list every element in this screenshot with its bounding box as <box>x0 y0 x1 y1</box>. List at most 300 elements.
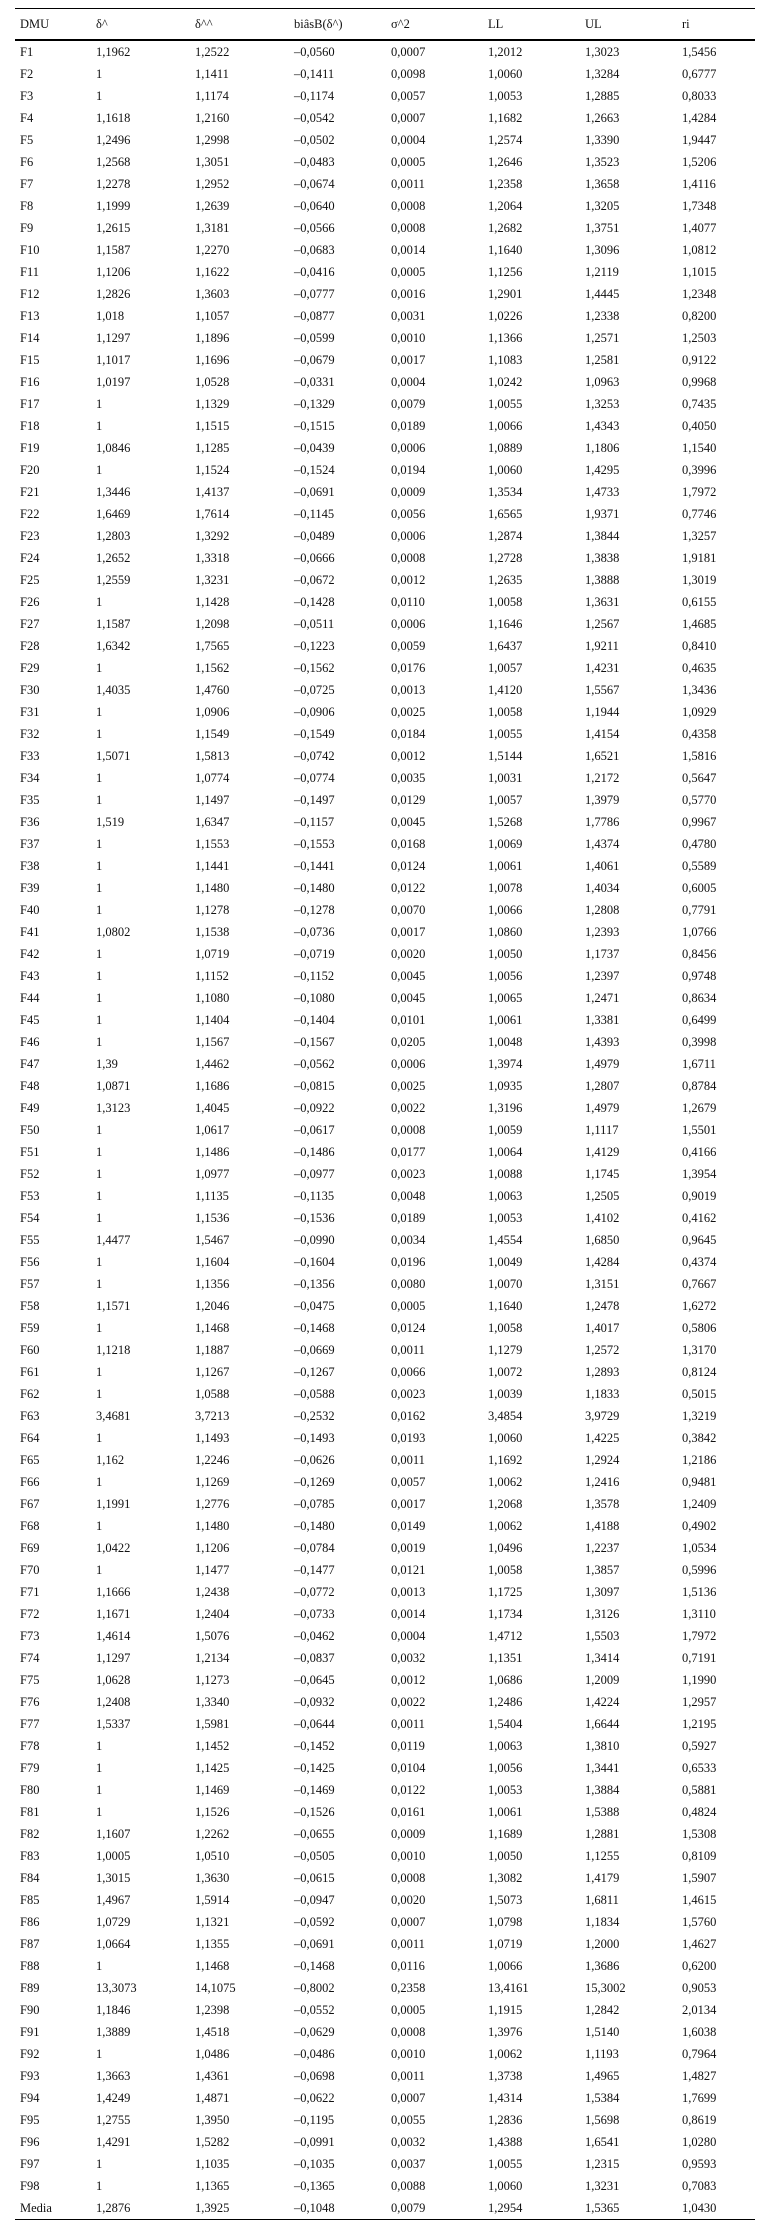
delta-double-hat-cell: 1,1549 <box>195 727 230 741</box>
delta-double-hat-cell: 1,1321 <box>195 1915 230 1929</box>
delta-double-hat-cell: 1,4760 <box>195 683 230 697</box>
variance-cell: 0,0162 <box>391 1409 426 1423</box>
ri-cell: 1,9447 <box>682 133 717 147</box>
ri-cell: 0,7083 <box>682 2179 717 2193</box>
bias-cell: –0,0977 <box>294 1167 335 1181</box>
ul-cell: 1,7786 <box>585 815 620 829</box>
delta-hat-cell: 1,4249 <box>96 2091 131 2105</box>
ri-cell: 0,5881 <box>682 1783 717 1797</box>
bias-cell: –0,1080 <box>294 991 335 1005</box>
variance-cell: 0,0189 <box>391 419 426 433</box>
variance-cell: 0,2358 <box>391 1981 426 1995</box>
variance-cell: 0,0023 <box>391 1167 426 1181</box>
delta-double-hat-cell: 1,2098 <box>195 617 230 631</box>
ri-cell: 1,7972 <box>682 1629 717 1643</box>
ul-cell: 1,3023 <box>585 45 620 59</box>
dmu-cell: F3 <box>20 89 34 103</box>
ri-cell: 0,5996 <box>682 1563 717 1577</box>
ri-cell: 1,5456 <box>682 45 717 59</box>
ul-cell: 3,9729 <box>585 1409 620 1423</box>
dmu-cell: F41 <box>20 925 40 939</box>
delta-hat-cell: 1 <box>96 1739 103 1753</box>
dmu-cell: F53 <box>20 1189 40 1203</box>
delta-double-hat-cell: 1,1273 <box>195 1673 230 1687</box>
ul-cell: 1,1193 <box>585 2047 619 2061</box>
ri-cell: 0,5647 <box>682 771 717 785</box>
ll-cell: 1,0058 <box>488 595 523 609</box>
table-row <box>15 635 755 657</box>
table-row <box>15 2021 755 2043</box>
ul-cell: 1,2172 <box>585 771 620 785</box>
ul-cell: 1,3441 <box>585 1761 620 1775</box>
delta-hat-cell: 1,3446 <box>96 485 131 499</box>
ul-cell: 1,3631 <box>585 595 620 609</box>
ri-cell: 1,2195 <box>682 1717 717 1731</box>
table-row <box>15 569 755 591</box>
dmu-cell: F23 <box>20 529 40 543</box>
dmu-cell: F14 <box>20 331 40 345</box>
ri-cell: 1,0430 <box>677 2197 755 2220</box>
ul-cell: 1,3126 <box>585 1607 620 1621</box>
delta-hat-cell: 1,0871 <box>96 1079 131 1093</box>
ul-cell: 1,2237 <box>585 1541 620 1555</box>
variance-cell: 0,0176 <box>391 661 426 675</box>
bias-cell: –0,0922 <box>294 1101 335 1115</box>
delta-hat-cell: 1 <box>96 1189 103 1203</box>
variance-cell: 0,0057 <box>391 1475 426 1489</box>
bias-cell: –0,0331 <box>294 375 335 389</box>
delta-hat-cell: 1,5071 <box>96 749 131 763</box>
table-row <box>15 723 755 745</box>
ul-cell: 1,1944 <box>585 705 620 719</box>
delta-double-hat-cell: 1,2160 <box>195 111 230 125</box>
ll-cell: 1,0686 <box>488 1673 523 1687</box>
delta-double-hat-cell: 1,3340 <box>195 1695 230 1709</box>
variance-cell: 0,0008 <box>391 221 426 235</box>
table-row <box>15 40 755 63</box>
dmu-cell: F85 <box>20 1893 40 1907</box>
delta-double-hat-cell: 1,1080 <box>195 991 230 1005</box>
delta-hat-cell: 1 <box>96 881 103 895</box>
ll-cell: 1,0063 <box>488 1739 523 1753</box>
table-row <box>15 1163 755 1185</box>
ul-cell: 1,5365 <box>580 2197 677 2220</box>
ri-cell: 0,4374 <box>682 1255 717 1269</box>
delta-double-hat-cell: 1,1469 <box>195 1783 230 1797</box>
variance-cell: 0,0008 <box>391 2025 426 2039</box>
table-row <box>15 1735 755 1757</box>
delta-hat-cell: 1,2568 <box>96 155 131 169</box>
table-row <box>15 745 755 767</box>
bias-cell: –0,0906 <box>294 705 335 719</box>
delta-hat-cell: 1,1671 <box>96 1607 131 1621</box>
bias-cell: –0,0683 <box>294 243 335 257</box>
delta-hat-cell: 1,1618 <box>96 111 131 125</box>
variance-cell: 0,0005 <box>391 155 426 169</box>
ri-cell: 1,5136 <box>682 1585 717 1599</box>
table-row <box>15 657 755 679</box>
delta-hat-cell: 1 <box>96 595 103 609</box>
dmu-cell: F20 <box>20 463 40 477</box>
ll-cell: 1,2646 <box>488 155 523 169</box>
bias-cell: –0,0655 <box>294 1827 335 1841</box>
bias-cell: –0,1469 <box>294 1783 335 1797</box>
table-row <box>15 2109 755 2131</box>
dmu-cell: F73 <box>20 1629 40 1643</box>
table-row <box>15 371 755 393</box>
ri-cell: 1,5501 <box>682 1123 717 1137</box>
table-row <box>15 63 755 85</box>
dmu-cell: F66 <box>20 1475 40 1489</box>
table-row <box>15 1031 755 1053</box>
dmu-cell: F15 <box>20 353 40 367</box>
variance-cell: 0,0006 <box>391 441 426 455</box>
delta-hat-cell: 1 <box>96 2047 103 2061</box>
table-row <box>15 107 755 129</box>
ul-cell: 1,1117 <box>585 1123 619 1137</box>
ll-cell: 1,2358 <box>488 177 523 191</box>
ul-cell: 1,3097 <box>585 1585 620 1599</box>
variance-cell: 0,0070 <box>391 903 426 917</box>
table-row <box>15 1185 755 1207</box>
ul-cell: 1,1737 <box>585 947 620 961</box>
dmu-cell: F69 <box>20 1541 40 1555</box>
variance-cell: 0,0010 <box>391 2047 426 2061</box>
dmu-cell: F5 <box>20 133 34 147</box>
ul-cell: 1,3151 <box>585 1277 620 1291</box>
variance-cell: 0,0080 <box>391 1277 426 1291</box>
ll-cell: 1,0935 <box>488 1079 523 1093</box>
ri-cell: 0,7667 <box>682 1277 717 1291</box>
table-row <box>15 833 755 855</box>
variance-cell: 0,0008 <box>391 199 426 213</box>
delta-double-hat-cell: 1,1135 <box>195 1189 229 1203</box>
bias-cell: –0,0990 <box>294 1233 335 1247</box>
bias-cell: –0,0560 <box>294 45 335 59</box>
bias-cell: –0,0462 <box>294 1629 335 1643</box>
dmu-cell: F48 <box>20 1079 40 1093</box>
variance-cell: 0,0007 <box>391 1915 426 1929</box>
dmu-cell: F7 <box>20 177 34 191</box>
variance-cell: 0,0017 <box>391 1497 426 1511</box>
ll-cell: 1,0049 <box>488 1255 523 1269</box>
ll-cell: 1,0061 <box>488 859 523 873</box>
ll-cell: 1,4388 <box>488 2135 523 2149</box>
column-header-variance: σ^2 <box>386 9 483 41</box>
ri-cell: 1,2679 <box>682 1101 717 1115</box>
ll-cell: 1,1640 <box>488 243 523 257</box>
table-row <box>15 1449 755 1471</box>
delta-hat-cell: 1 <box>96 727 103 741</box>
ri-cell: 0,4050 <box>682 419 717 433</box>
delta-double-hat-cell: 1,1057 <box>195 309 230 323</box>
ll-cell: 1,0048 <box>488 1035 523 1049</box>
dmu-cell: F50 <box>20 1123 40 1137</box>
delta-double-hat-cell: 1,4361 <box>195 2069 230 2083</box>
ul-cell: 1,4374 <box>585 837 620 851</box>
table-row <box>15 1361 755 1383</box>
delta-hat-cell: 1 <box>96 859 103 873</box>
variance-cell: 0,0048 <box>391 1189 426 1203</box>
dmu-cell: F89 <box>20 1981 40 1995</box>
bias-cell: –0,0837 <box>294 1651 335 1665</box>
dmu-cell: F4 <box>20 111 34 125</box>
ri-cell: 0,8109 <box>682 1849 717 1863</box>
variance-cell: 0,0037 <box>391 2157 426 2171</box>
dmu-cell: F35 <box>20 793 40 807</box>
ll-cell: 1,0798 <box>488 1915 523 1929</box>
ll-cell: 1,0242 <box>488 375 523 389</box>
table-row <box>15 2043 755 2065</box>
delta-double-hat-cell: 1,2998 <box>195 133 230 147</box>
ll-cell: 1,1725 <box>488 1585 523 1599</box>
variance-cell: 0,0032 <box>391 2135 426 2149</box>
ll-cell: 1,0050 <box>488 947 523 961</box>
ul-cell: 1,1745 <box>585 1167 620 1181</box>
ul-cell: 1,5503 <box>585 1629 620 1643</box>
ll-cell: 1,0060 <box>488 463 523 477</box>
ll-cell: 1,0055 <box>488 727 523 741</box>
variance-cell: 0,0177 <box>391 1145 426 1159</box>
variance-cell: 0,0124 <box>391 1321 426 1335</box>
dmu-cell: F63 <box>20 1409 40 1423</box>
variance-cell: 0,0035 <box>391 771 426 785</box>
delta-hat-cell: 1,5337 <box>96 1717 131 1731</box>
variance-cell: 0,0045 <box>391 815 426 829</box>
delta-double-hat-cell: 1,5914 <box>195 1893 230 1907</box>
ul-cell: 1,5567 <box>585 683 620 697</box>
variance-cell: 0,0012 <box>391 749 426 763</box>
bias-cell: –0,1157 <box>294 815 335 829</box>
variance-cell: 0,0022 <box>391 1101 426 1115</box>
bias-cell: –0,0774 <box>294 771 335 785</box>
ll-cell: 1,0062 <box>488 1475 523 1489</box>
delta-double-hat-cell: 1,1486 <box>195 1145 230 1159</box>
ll-cell: 1,0860 <box>488 925 523 939</box>
variance-cell: 0,0122 <box>391 1783 426 1797</box>
ri-cell: 0,4162 <box>682 1211 717 1225</box>
dmu-cell: F12 <box>20 287 40 301</box>
table-row <box>15 1207 755 1229</box>
variance-cell: 0,0005 <box>391 265 426 279</box>
dmu-cell: F52 <box>20 1167 40 1181</box>
table-container <box>15 8 755 2220</box>
variance-cell: 0,0010 <box>391 1849 426 1863</box>
bias-cell: –0,0669 <box>294 1343 335 1357</box>
delta-hat-cell: 1 <box>96 1167 103 1181</box>
table-row-mean <box>15 2197 755 2220</box>
delta-double-hat-cell: 1,1285 <box>195 441 230 455</box>
variance-cell: 0,0004 <box>391 375 426 389</box>
ri-cell: 0,8784 <box>682 1079 717 1093</box>
ri-cell: 1,7699 <box>682 2091 717 2105</box>
delta-double-hat-cell: 1,1622 <box>195 265 230 279</box>
ri-cell: 0,8619 <box>682 2113 717 2127</box>
bias-cell: –0,0672 <box>294 573 335 587</box>
ri-cell: 0,9053 <box>682 1981 717 1995</box>
ul-cell: 1,4179 <box>585 1871 620 1885</box>
delta-hat-cell: 1,3663 <box>96 2069 131 2083</box>
bias-cell: –0,1477 <box>294 1563 335 1577</box>
table-row <box>15 1647 755 1669</box>
bias-cell: –0,1493 <box>294 1431 335 1445</box>
ll-cell: 1,5073 <box>488 1893 523 1907</box>
variance-cell: 0,0031 <box>391 309 426 323</box>
ul-cell: 1,3231 <box>585 2179 620 2193</box>
dmu-cell: F44 <box>20 991 40 1005</box>
table-row <box>15 1383 755 1405</box>
ul-cell: 1,4061 <box>585 859 620 873</box>
dmu-cell: F39 <box>20 881 40 895</box>
variance-cell: 0,0007 <box>391 2091 426 2105</box>
variance-cell: 0,0161 <box>391 1805 426 1819</box>
table-row <box>15 459 755 481</box>
delta-double-hat-cell: 1,2639 <box>195 199 230 213</box>
ll-cell: 1,4120 <box>488 683 523 697</box>
table-row <box>15 1053 755 1075</box>
ul-cell: 1,4284 <box>585 1255 620 1269</box>
dmu-cell: F8 <box>20 199 34 213</box>
table-row <box>15 1317 755 1339</box>
delta-hat-cell: 1 <box>96 2157 103 2171</box>
ri-cell: 0,8410 <box>682 639 717 653</box>
delta-hat-cell: 1,4614 <box>96 1629 131 1643</box>
delta-double-hat-cell: 1,1329 <box>195 397 230 411</box>
delta-double-hat-cell: 1,1480 <box>195 881 230 895</box>
delta-hat-cell: 1 <box>96 1431 103 1445</box>
bias-cell: –0,1329 <box>294 397 335 411</box>
bias-cell: –0,0674 <box>294 177 335 191</box>
variance-cell: 0,0013 <box>391 683 426 697</box>
dmu-cell: F93 <box>20 2069 40 2083</box>
ul-cell: 1,4343 <box>585 419 620 433</box>
table-row <box>15 943 755 965</box>
ul-cell: 1,1255 <box>585 1849 620 1863</box>
ll-cell: 1,3976 <box>488 2025 523 2039</box>
table-row <box>15 239 755 261</box>
dmu-cell: F55 <box>20 1233 40 1247</box>
bias-cell: –0,0785 <box>294 1497 335 1511</box>
table-row <box>15 1669 755 1691</box>
variance-cell: 0,0119 <box>391 1739 425 1753</box>
dmu-cell: F25 <box>20 573 40 587</box>
ul-cell: 1,2893 <box>585 1365 620 1379</box>
delta-hat-cell: 1 <box>96 1805 103 1819</box>
ul-cell: 1,4965 <box>585 2069 620 2083</box>
table-row <box>15 437 755 459</box>
dmu-cell: F17 <box>20 397 40 411</box>
ll-cell: 1,0053 <box>488 1211 523 1225</box>
ul-cell: 1,3096 <box>585 243 620 257</box>
dmu-cell: F82 <box>20 1827 40 1841</box>
ri-cell: 1,1540 <box>682 441 717 455</box>
ll-cell: 1,0061 <box>488 1013 523 1027</box>
bias-cell: –0,0772 <box>294 1585 335 1599</box>
dmu-cell: F58 <box>20 1299 40 1313</box>
table-row <box>15 85 755 107</box>
table-row <box>15 1295 755 1317</box>
ul-cell: 1,3686 <box>585 1959 620 1973</box>
delta-double-hat-cell: 1,1404 <box>195 1013 230 1027</box>
bias-cell: –0,0645 <box>294 1673 335 1687</box>
table-row <box>15 393 755 415</box>
dmu-cell: F10 <box>20 243 40 257</box>
ll-cell: 1,3534 <box>488 485 523 499</box>
table-row <box>15 987 755 1009</box>
ri-cell: 0,4358 <box>682 727 717 741</box>
variance-cell: 0,0005 <box>391 2003 426 2017</box>
delta-double-hat-cell: 1,6347 <box>195 815 230 829</box>
delta-hat-cell: 1 <box>96 705 103 719</box>
delta-double-hat-cell: 1,1562 <box>195 661 230 675</box>
table-row <box>15 481 755 503</box>
ri-cell: 0,7964 <box>682 2047 717 2061</box>
delta-double-hat-cell: 1,2262 <box>195 1827 230 1841</box>
bias-cell: –0,1267 <box>294 1365 335 1379</box>
bias-cell: –0,0599 <box>294 331 335 345</box>
delta-hat-cell: 1 <box>96 947 103 961</box>
ll-cell: 1,0053 <box>488 1783 523 1797</box>
ll-cell: 1,1692 <box>488 1453 523 1467</box>
delta-hat-cell: 1,0729 <box>96 1915 131 1929</box>
variance-cell: 0,0016 <box>391 287 426 301</box>
ri-cell: 0,6200 <box>682 1959 717 1973</box>
dmu-cell: F98 <box>20 2179 40 2193</box>
ul-cell: 1,3838 <box>585 551 620 565</box>
ul-cell: 1,4295 <box>585 463 620 477</box>
delta-double-hat-cell: 1,2270 <box>195 243 230 257</box>
ll-cell: 1,0058 <box>488 705 523 719</box>
delta-double-hat-cell: 1,1468 <box>195 1959 230 1973</box>
table-header <box>15 9 755 41</box>
ll-cell: 1,0062 <box>488 2047 523 2061</box>
dmu-cell: F68 <box>20 1519 40 1533</box>
delta-hat-cell: 1,2408 <box>96 1695 131 1709</box>
bias-cell: –0,1553 <box>294 837 335 851</box>
table-body <box>15 40 755 2220</box>
delta-double-hat-cell: 1,0486 <box>195 2047 230 2061</box>
variance-cell: 0,0045 <box>391 991 426 1005</box>
delta-hat-cell: 1 <box>96 1959 103 1973</box>
table-row <box>15 2087 755 2109</box>
variance-cell: 0,0011 <box>391 1937 425 1951</box>
delta-hat-cell: 1 <box>96 1255 103 1269</box>
ll-cell: 1,0059 <box>488 1123 523 1137</box>
dmu-cell: F49 <box>20 1101 40 1115</box>
table-row <box>15 217 755 239</box>
ul-cell: 1,2581 <box>585 353 620 367</box>
dmu-cell: F40 <box>20 903 40 917</box>
ll-cell: 1,0063 <box>488 1189 523 1203</box>
variance-cell: 0,0019 <box>391 1541 426 1555</box>
ul-cell: 1,9371 <box>585 507 620 521</box>
bias-cell: –0,1411 <box>294 67 335 81</box>
table-row <box>15 1713 755 1735</box>
ll-cell: 1,0056 <box>488 1761 523 1775</box>
delta-hat-cell: 1,018 <box>96 309 125 323</box>
delta-hat-cell: 1,3889 <box>96 2025 131 2039</box>
bias-cell: –0,1145 <box>294 507 335 521</box>
delta-hat-cell: 1 <box>96 67 103 81</box>
table-row <box>15 1999 755 2021</box>
variance-cell: 0,0121 <box>391 1563 426 1577</box>
bias-cell: –0,0588 <box>294 1387 335 1401</box>
ul-cell: 1,3857 <box>585 1563 620 1577</box>
delta-double-hat-cell: 1,5282 <box>195 2135 230 2149</box>
dmu-cell: F75 <box>20 1673 40 1687</box>
variance-cell: 0,0056 <box>391 507 426 521</box>
variance-cell: 0,0032 <box>391 1651 426 1665</box>
